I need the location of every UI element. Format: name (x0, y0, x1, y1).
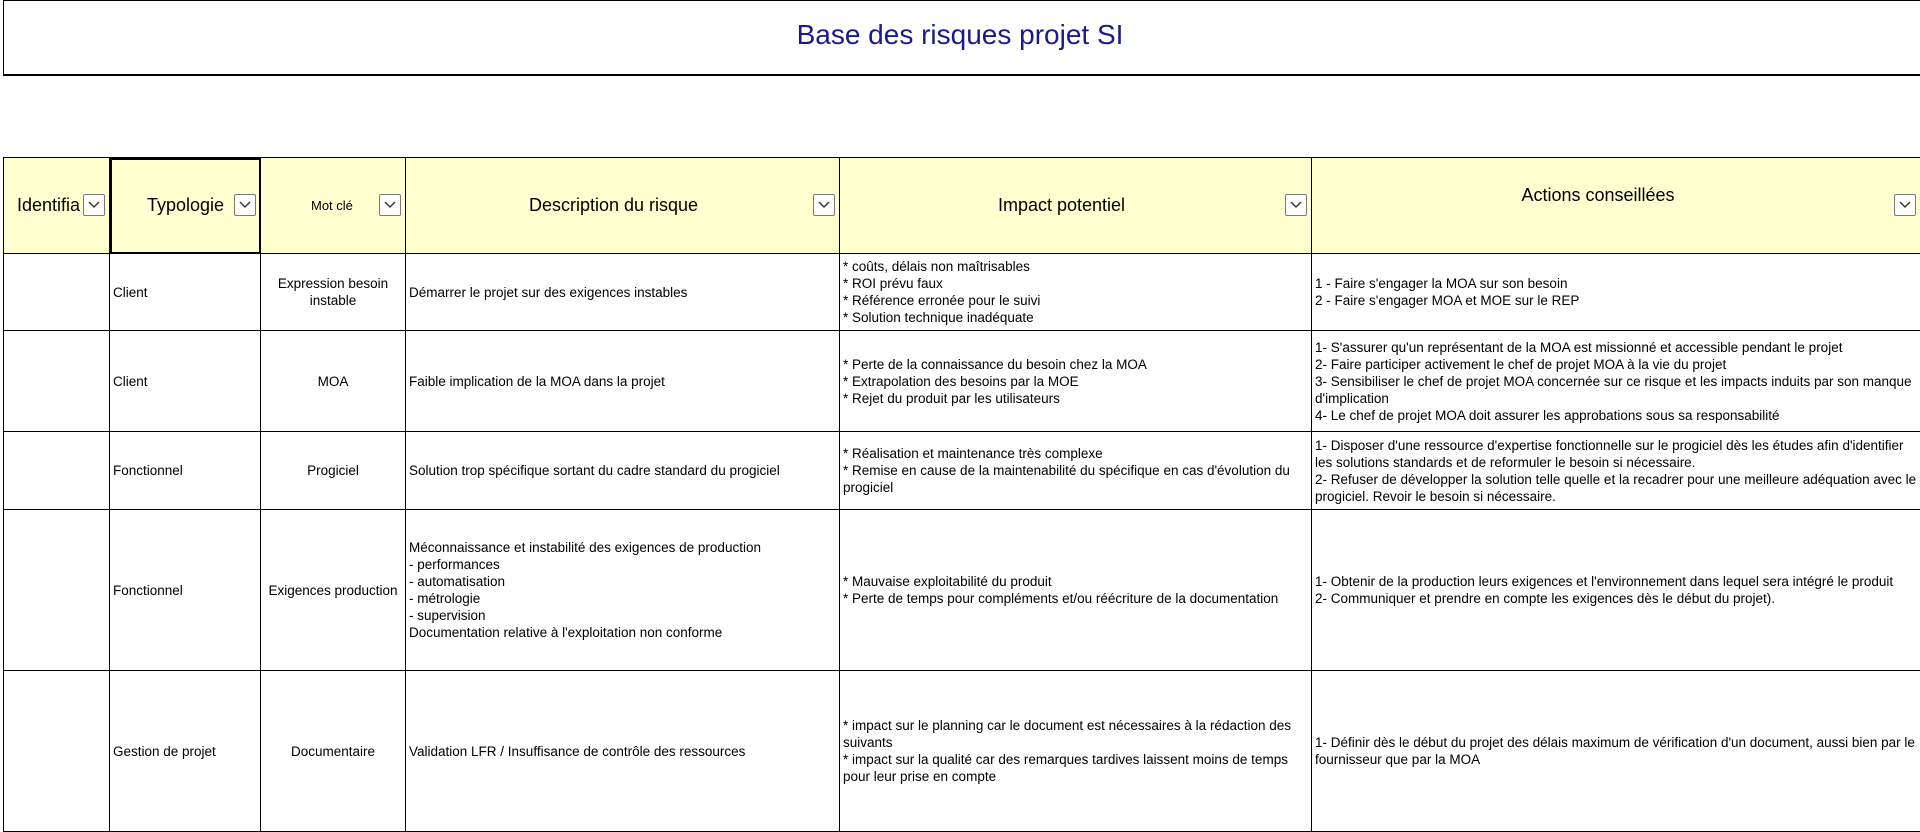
cell-typologie[interactable]: Gestion de projet (110, 671, 261, 832)
header-mot-cle (261, 158, 406, 254)
cell-mot-cle[interactable]: Progiciel (261, 432, 406, 510)
cell-mot-cle[interactable]: Expression besoin instable (261, 254, 406, 331)
filter-dropdown-typologie[interactable] (234, 194, 256, 216)
cell-mot-cle[interactable]: Exigences production (261, 510, 406, 671)
header-actions-label: Actions conseillées (1312, 185, 1920, 206)
sheet-title-box (3, 0, 1920, 76)
filter-dropdown-actions[interactable] (1894, 194, 1916, 216)
cell-description[interactable]: Démarrer le projet sur des exigences instables (406, 254, 840, 331)
filter-dropdown-description[interactable] (813, 194, 835, 216)
cell-actions[interactable]: 1- S'assurer qu'un représentant de la MOA est missionné et accessible pendant le projet 2- Faire participer activement le chef de projet MOA à la vie du projet 3- Sensibiliser le chef de projet MOA concernée sur ce risque et les impacts induits par son manque d'implication 4- Le chef de projet MOA doit assurer les approbations sous sa responsabilité (1312, 331, 1920, 432)
cell-description[interactable]: Faible implication de la MOA dans la projet (406, 331, 840, 432)
header-identifiant (4, 158, 110, 254)
cell-actions[interactable]: 1- Définir dès le début du projet des délais maximum de vérification d'un document, aussi bien par le fournisseur que par la MOA (1312, 671, 1920, 832)
table-row (4, 432, 1920, 510)
cell-mot-cle[interactable]: MOA (261, 331, 406, 432)
chevron-down-icon (239, 201, 251, 209)
header-description-label: Description du risque (406, 195, 839, 216)
header-typologie (110, 158, 261, 254)
cell-impact[interactable]: * Perte de la connaissance du besoin chez la MOA * Extrapolation des besoins par la MOE * Rejet du produit par les utilisateurs (840, 331, 1312, 432)
cell-typologie[interactable]: Fonctionnel (110, 432, 261, 510)
cell-impact[interactable]: * Mauvaise exploitabilité du produit * Perte de temps pour compléments et/ou réécriture de la documentation (840, 510, 1312, 671)
chevron-down-icon (818, 201, 830, 209)
header-mot-cle-label: Mot clé (261, 198, 405, 213)
cell-identifiant[interactable] (4, 331, 110, 432)
cell-typologie[interactable]: Client (110, 331, 261, 432)
cell-actions[interactable]: 1 - Faire s'engager la MOA sur son besoin 2 - Faire s'engager MOA et MOE sur le REP (1312, 254, 1920, 331)
filter-dropdown-mot-cle[interactable] (379, 194, 401, 216)
chevron-down-icon (1899, 201, 1911, 209)
cell-identifiant[interactable] (4, 254, 110, 331)
cell-description[interactable]: Méconnaissance et instabilité des exigences de production - performances - automatisation - métrologie - supervision Documentation relative à l'exploitation non conforme (406, 510, 840, 671)
header-impact-label: Impact potentiel (840, 195, 1311, 216)
cell-description[interactable]: Solution trop spécifique sortant du cadre standard du progiciel (406, 432, 840, 510)
cell-actions[interactable]: 1- Disposer d'une ressource d'expertise fonctionnelle sur le progiciel dès les études afin d'identifier les solutions standards et de reformuler le besoin si nécessaire. 2- Refuser de développer la solution telle quelle et la recadrer pour une meilleure adéquation avec le progiciel. Revoir le besoin si nécessaire. (1312, 432, 1920, 510)
header-identifiant-label: Identifia (4, 195, 109, 216)
cell-identifiant[interactable] (4, 510, 110, 671)
cell-mot-cle[interactable]: Documentaire (261, 671, 406, 832)
cell-identifiant[interactable] (4, 432, 110, 510)
risks-table (3, 157, 1920, 832)
filter-dropdown-identifiant[interactable] (83, 194, 105, 216)
table-row (4, 254, 1920, 331)
cell-typologie[interactable]: Client (110, 254, 261, 331)
table-row (4, 671, 1920, 832)
cell-impact[interactable]: * impact sur le planning car le document est nécessaires à la rédaction des suivants * impact sur la qualité car des remarques tardives laissent moins de temps pour leur prise en compte (840, 671, 1312, 832)
cell-impact[interactable]: * coûts, délais non maîtrisables * ROI prévu faux * Référence erronée pour le suivi * Solution technique inadéquate (840, 254, 1312, 331)
header-typologie-label: Typologie (110, 195, 260, 216)
cell-typologie[interactable]: Fonctionnel (110, 510, 261, 671)
header-row (4, 158, 1920, 254)
table-row (4, 331, 1920, 432)
header-description (406, 158, 840, 254)
header-impact (840, 158, 1312, 254)
table-row (4, 510, 1920, 671)
chevron-down-icon (88, 201, 100, 209)
cell-identifiant[interactable] (4, 671, 110, 832)
chevron-down-icon (1290, 201, 1302, 209)
cell-actions[interactable]: 1- Obtenir de la production leurs exigences et l'environnement dans lequel sera intégré le produit 2- Communiquer et prendre en compte les exigences dès le début du projet). (1312, 510, 1920, 671)
sheet-title: Base des risques projet SI (797, 19, 1124, 51)
cell-impact[interactable]: * Réalisation et maintenance très complexe * Remise en cause de la maintenabilité du spécifique en cas d'évolution du progiciel (840, 432, 1312, 510)
cell-description[interactable]: Validation LFR / Insuffisance de contrôle des ressources (406, 671, 840, 832)
chevron-down-icon (384, 201, 396, 209)
header-actions (1312, 158, 1920, 254)
filter-dropdown-impact[interactable] (1285, 194, 1307, 216)
